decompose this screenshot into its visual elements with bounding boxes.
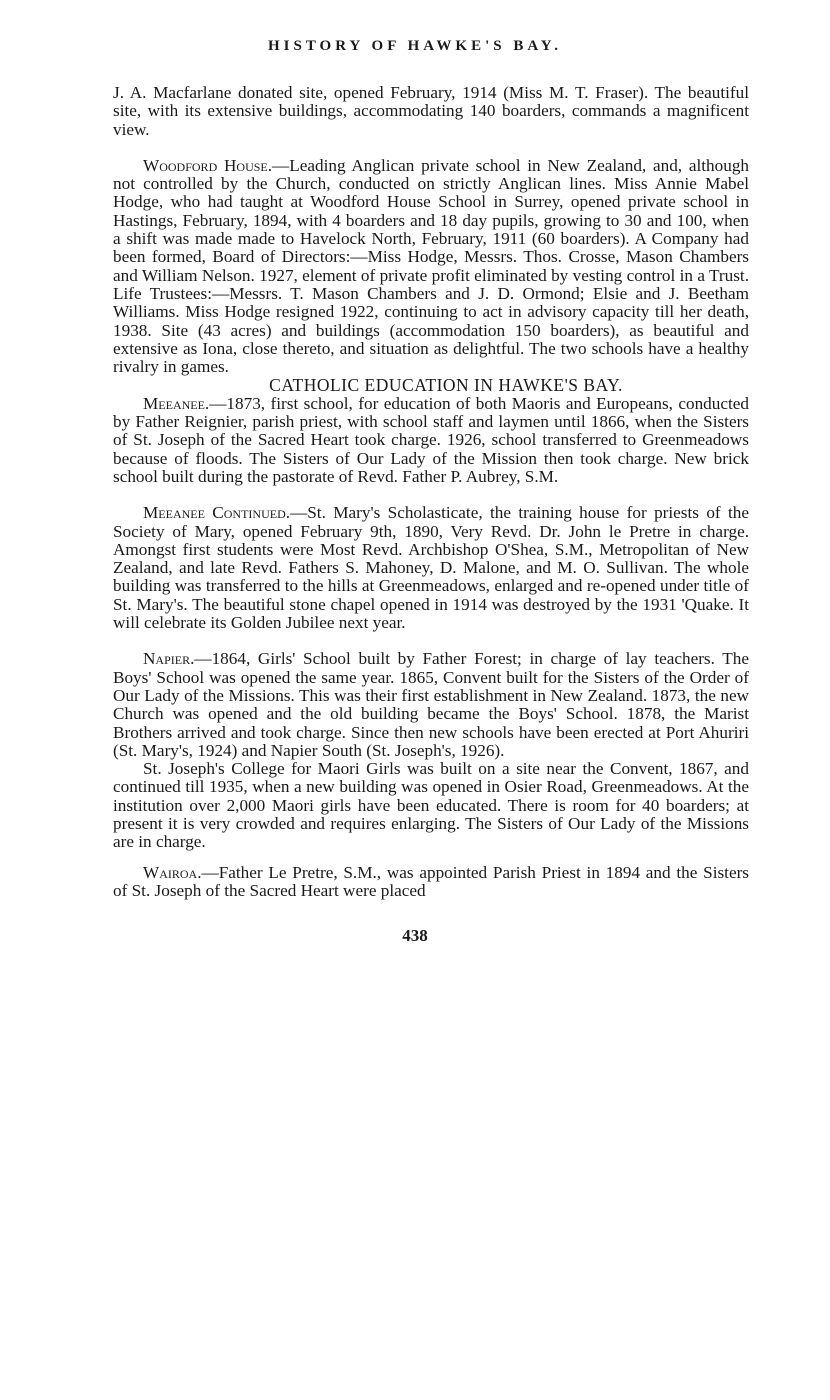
paragraph-text-meeanee-continued: —St. Mary's Scholasticate, the training house for priests of the Society of Mary, opened February 9th, 1890, Very Revd. Dr. John le Pretre in charge. Amongst first students were Most Revd. Archbishop O'Shea, S.M., Metropolitan of New Zealand, and late Revd. Fathers S. Mahoney, D. Malone, and M. O. Sullivan. The whole building was transferred to the hills at Greenmeadows, enlarged and re-opened under title of St. Mary's. The beautiful stone chapel opened in 1914 was destroyed by the 1931 'Quake. It will celebrate its Golden Jubilee next year.	[113, 503, 750, 633]
paragraph-woodford-house	[113, 157, 749, 377]
page-number: 438	[402, 926, 428, 945]
paragraph-text-woodford-house: —Leading Anglican private school in New Zealand, and, although not controlled by the Church, conducted on strictly Anglican lines. Miss Annie Mabel Hodge, who had taught at Woodford House School in Surrey, opened private school in Hastings, February, 1894, with 4 boarders and 18 day pupils, growing to 30 and 100, when a shift was made made to Havelock North, February, 1911 (60 boarders). A Company had been formed, Board of Directors:—Miss Hodge, Messrs. Thos. Crosse, Mason Chambers and William Nelson. 1927, element of private profit eliminated by vesting control in a Trust. Life Trustees:—Messrs. T. Mason Chambers and J. D. Ormond; Elsie and J. Beetham Williams. Miss Hodge resigned 1922, continuing to act in advisory capacity till her death, 1938. Site (43 acres) and buildings (accommodation 150 boarders), as beautiful and extensive as Iona, close thereto, and situation as delightful. The two schools have a healthy rivalry in games.	[113, 155, 750, 377]
paragraph-lead-napier: Napier.	[143, 649, 195, 669]
paragraph-lead-meeanee: Meeanee.	[143, 393, 210, 413]
running-head: HISTORY OF HAWKE'S BAY.	[267, 38, 563, 54]
paragraph-text-wairoa: —Father Le Pretre, S.M., was appointed Parish Priest in 1894 and the Sisters of St. Joseph of the Sacred Heart were placed	[113, 862, 749, 900]
paragraph-lead-wairoa: Wairoa.	[143, 862, 202, 882]
page-body	[113, 84, 749, 900]
paragraph-iona-continued: J. A. Macfarlane donated site, opened February, 1914 (Miss M. T. Fraser). The beautiful site, with its extensive buildings, accommodating 140 boarders, commands a magnificent view.	[113, 83, 749, 139]
paragraph-text-napier: —1864, Girls' School built by Father Forest; in charge of lay teachers. The Boys' School was opened the same year. 1865, Convent built for the Sisters of the Order of Our Lady of the Missions. This was their first establishment in New Zealand. 1873, the new Church was opened and the old building became the Boys' School. 1878, the Marist Brothers arrived and took charge. Since then new schools have been erected at Port Ahuriri (St. Mary's, 1924) and Napier South (St. Joseph's, 1926).	[113, 649, 749, 760]
paragraph-st-josephs-college: St. Joseph's College for Maori Girls was built on a site near the Convent, 1867, and continued till 1935, when a new building was opened in Osier Road, Greenmeadows. At the institution over 2,000 Maori girls have been educated. There is room for 40 boarders; at present it is very crowded and requires enlarging. The Sisters of Our Lady of the Missions are in charge.	[113, 759, 749, 852]
paragraph-napier	[113, 650, 749, 760]
section-heading: CATHOLIC EDUCATION IN HAWKE'S BAY.	[269, 375, 623, 396]
paragraph-text-meeanee: —1873, first school, for education of both Maoris and Europeans, conducted by Father Reignier, parish priest, with school staff and laymen until 1866, when the Sisters of St. Joseph of the Sacred Heart took charge. 1926, school transferred to Greenmeadows because of floods. The Sisters of Our Lady of the Mission then took charge. New brick school built during the pastorate of Revd. Father P. Aubrey, S.M.	[113, 393, 749, 486]
paragraph-lead-meeanee-continued: Meeanee Continued.	[143, 503, 291, 523]
paragraph-wairoa	[113, 864, 749, 901]
paragraph-meeanee	[113, 395, 749, 486]
paragraph-meeanee-continued	[113, 504, 749, 632]
paragraph-lead-woodford-house: Woodford House.	[143, 155, 273, 175]
